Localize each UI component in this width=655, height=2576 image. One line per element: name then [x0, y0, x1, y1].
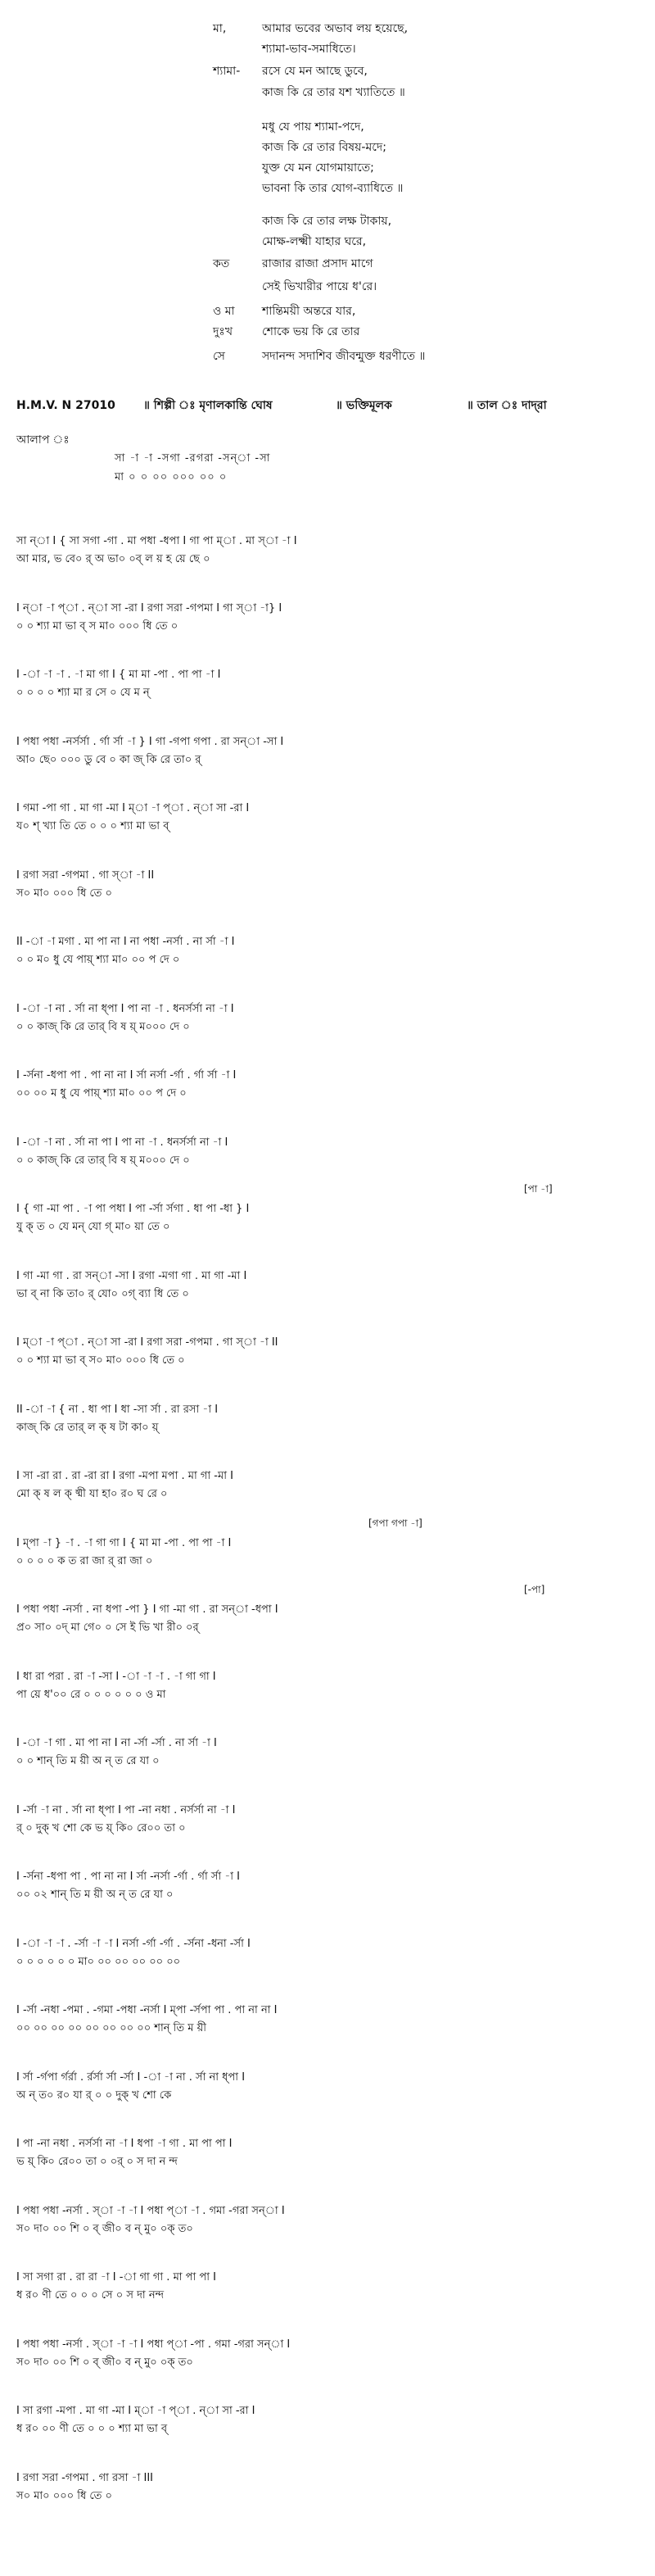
- swara-line: II -া -া { না . ধা পা I ধা -সা র্সা . রা রসা -া I: [16, 1404, 219, 1416]
- syllable-line: ০০ ০২ শান্‌ তি ম য়ী অ ন্‌ ত রে যা ০: [16, 1889, 174, 1901]
- notation-row: [16, 2002, 639, 2039]
- lyric-line: [0, 80, 655, 105]
- swara-line: I রগা সরা -গপমা . গা রসা -া III: [16, 2472, 153, 2484]
- syllable-line: ধ র০ ০০ ণী তে ০ ০ ০ শ্যা মা ভা ব্‌: [16, 2423, 168, 2435]
- lyric-line: [0, 176, 655, 201]
- syllable-line: স০ দা০ ০০ শি ০ ব্‌ জী০ ব ন্‌ মু০ ০ক্‌ ত০: [16, 2356, 193, 2369]
- syllable-line: কাজ্‌ কি রে তার্‌ ল ক্‌ ষ টা কা০ য়্‌: [16, 1422, 159, 1434]
- notation-row: [16, 1467, 639, 1505]
- swara-line: I পা -না নধা . নর্সর্সা না -া I ধপা -া গা . মা পা পা I: [16, 2138, 233, 2150]
- swara-line: I গমা -পা গা . মা গা -মা I ম্‌া -া প্‌া . ন্‌া সা -রা I: [16, 802, 250, 814]
- notation-row: [16, 2135, 639, 2173]
- swara-line: I -া -া না . র্সা না ধ্‌পা I পা না -া . ধনর্সর্সা না -া I: [16, 1003, 234, 1015]
- notation-row: [16, 2269, 639, 2306]
- lyric-text: যুক্ত যে মন যোগমায়াতে;: [262, 161, 374, 175]
- swara-line: I পধা পধা -নর্সা . না ধপা -পা } I গা -মা গা . রা সন্‌া -ধপা I: [16, 1603, 278, 1616]
- syllable-line: ০ ০ শ্যা মা ভা ব্‌ স মা০ ০০০ ধি তে ০: [16, 620, 178, 633]
- syllable-line: ০০ ০০ ম ধু যে পায়্‌ শ্যা মা০ ০০ প দে ০: [16, 1087, 187, 1100]
- swara-line: I ম্‌া -া প্‌া . ন্‌া সা -রা I রগা সরা -গপমা . গা স্‌া -া II: [16, 1336, 278, 1349]
- lyric-prefix: ও মা: [213, 305, 235, 318]
- syllable-line: পা য়ে ধ'০০ রে ০ ০ ০ ০ ০ ০ ও মা: [16, 1689, 166, 1701]
- swara-line: I পধা পধা -নর্সা . স্‌া -া -া I পধা প্‌া -পা . গমা -গরা সন্‌া I: [16, 2338, 291, 2351]
- lyric-text: রাজার রাজা প্রসাদ মাগে: [262, 257, 373, 270]
- notation-row: [16, 800, 639, 837]
- swara-line: I সা -রা রা . রা -রা রা I রগা -মপা মপা . মা গা -মা I: [16, 1470, 233, 1482]
- syllable-line: ০ ০ কাজ্‌ কি রে তার্‌ বি ষ য়্‌ ম০০০ দে ০: [16, 1154, 190, 1167]
- lyric-text: শ্যামা-ভাব-সমাধিতে।: [262, 43, 356, 56]
- lyric-text: মধু যে পায় শ্যামা-পদে,: [262, 120, 364, 134]
- lyric-line: [0, 229, 655, 254]
- syllable-line: ০ ০ ০ ০ ০ ০ মা০ ০০ ০০ ০০ ০০ ০০: [16, 1956, 181, 1968]
- notation-row: [16, 1268, 639, 1305]
- syllable-line: আ০ ছে০ ০০০ ডু বে ০ কা জ্‌ কি রে তা০ র্‌: [16, 754, 201, 766]
- syllable-line: ০০ ০০ ০০ ০০ ০০ ০০ ০০ ০০ শান্‌ তি ম য়ী: [16, 2022, 206, 2034]
- notation-row: [16, 2469, 639, 2507]
- notation-row: [16, 1802, 639, 1839]
- notation-row: [16, 867, 639, 905]
- swara-line: I র্সা -র্গপা র্গর্রা . র্রর্সা র্সা -র্সা I -া -া না . র্সা না ধ্‌পা I: [16, 2071, 246, 2084]
- alaap-label: আলাপ ঃ: [16, 433, 70, 447]
- notation-row: [16, 2069, 639, 2107]
- syllable-line: স০ দা০ ০০ শি ০ ব্‌ জী০ ব ন্‌ মু০ ০ক্‌ ত০: [16, 2223, 193, 2235]
- swara-line: I -া -া গা . মা পা না I না -র্সা -র্সা . না র্সা -া I: [16, 1737, 217, 1749]
- swara-line: I -র্সা -া না . র্সা না ধ্‌পা I পা -না নধা . নর্সর্সা না -া I: [16, 1804, 236, 1816]
- syllable-line: ০ ০ শান্‌ তি ম য়ী অ ন্‌ ত রে যা ০: [16, 1755, 160, 1767]
- lyric-text: সেই ভিখারীর পায়ে ধ'রে।: [262, 280, 377, 293]
- record-header: [0, 393, 655, 418]
- tala-label: ॥ তাল ঃ দাদ্‌রা: [467, 399, 547, 412]
- swara-line: I ম্‌পা -া } -া . -া গা গা I { মা মা -পা . পা পা -া I: [16, 1537, 232, 1549]
- swara-line: I -র্সনা -ধপা পা . পা না না I র্সা -নর্সা -র্গা . র্গা র্সা -া I: [16, 1871, 241, 1883]
- notation-row: [16, 1134, 639, 1172]
- syllable-line: অ ন্‌ ত০ র০ যা র্‌ ০ ০ দুক্‌ খ শো কে: [16, 2089, 172, 2102]
- syllable-line: ধ র০ ণী তে ০ ০ ০ সে ০ স দা নন্দ: [16, 2289, 165, 2302]
- swara-line: I ন্‌া -া প্‌া . ন্‌া সা -রা I রগা সরা -গপমা I গা স্‌া -া} I: [16, 602, 282, 615]
- genre-label: ॥ ভক্তিমূলক: [336, 399, 392, 412]
- syllable-line: ০ ০ শ্যা মা ভা ব্‌ স০ মা০ ০০০ ধি তে ০: [16, 1354, 185, 1367]
- notation-row: [16, 933, 639, 971]
- alaap-syllables: মা ০ ০ ০০ ০০০ ০০ ০: [115, 471, 228, 483]
- notation-row: [16, 666, 639, 704]
- notation-row: [16, 1183, 639, 1238]
- lyric-prefix: সে: [213, 350, 225, 363]
- notation-row: [16, 1517, 639, 1572]
- lyric-line: [0, 344, 655, 369]
- notation-row: [16, 1401, 639, 1439]
- swara-line: I রগা সরা -গপমা . গা স্‌া -া II: [16, 869, 155, 882]
- notation-row: [16, 2202, 639, 2240]
- lyric-text: কাজ কি রে তার যশ খ্যাতিতে ॥: [262, 86, 405, 99]
- syllable-line: য০ শ্‌ খ্যা তি তে ০ ০ ০ শ্যা মা ভা ব্‌: [16, 820, 169, 832]
- syllable-line: প্র০ সা০ ০দ্‌ মা গে০ ০ সে ই ভি খা রী০ ০র্‌: [16, 1621, 199, 1634]
- lyric-line: [0, 274, 655, 299]
- lyric-text: সদানন্দ সদাশিব জীবন্মুক্ত ধরণীতে ॥: [262, 350, 426, 363]
- swara-line: I সা সগা রা . রা রা -া I -া গা গা . মা পা পা I: [16, 2271, 216, 2283]
- swara-line: I -া -া -া . -র্সা -া -া I নর্সা -র্গা -র্গা . -র্সনা -ধনা -র্সা I: [16, 1938, 251, 1950]
- notation-row: [16, 1334, 639, 1372]
- syllable-line: মো ক্‌ ষ ল ক্‌ ষ্মী যা হা০ র০ ঘ রে ০: [16, 1488, 168, 1500]
- lyric-text: ভাবনা কি তার যোগ-ব্যাধিতে ॥: [262, 182, 404, 195]
- swara-line: I -র্সনা -ধপা পা . পা না না I র্সা নর্সা -র্গা . র্গা র্সা -া I: [16, 1069, 237, 1082]
- notation-row: [16, 1067, 639, 1104]
- syllable-line: স০ মা০ ০০০ ধি তে ০: [16, 2490, 112, 2502]
- variation-note: [-পা]: [524, 1584, 545, 1595]
- syllable-line: ভ য়্‌ কি০ রে০০ তা ০ ০র্‌ ০ স দা ন ন্দ: [16, 2156, 178, 2168]
- notation-row: [16, 1668, 639, 1706]
- syllable-line: ০ ০ ০ ০ শ্যা মা র সে ০ যে ম ন্‌: [16, 687, 150, 699]
- notation-row: [16, 2336, 639, 2374]
- lyric-prefix: দুঃখ: [213, 325, 233, 338]
- swara-line: I পধা পধা -নর্সর্সা . র্গা র্সা -া } I গা -গপা গপা . রা সন্‌া -সা I: [16, 736, 284, 748]
- lyric-prefix: কত: [213, 257, 230, 270]
- swara-line: II -া -া মগা . মা পা না I না পধা -নর্সা . না র্সা -া I: [16, 936, 235, 948]
- swara-line: I -া -া না . র্সা না পা I পা না -া . ধনর্সর্সা না -া I: [16, 1136, 228, 1149]
- lyric-text: কাজ কি রে তার লক্ষ টাকায়,: [262, 215, 392, 228]
- swara-line: I { গা -মা পা . -া পা পধা I পা -র্সা র্সগা . ধা পা -ধা } I: [16, 1203, 250, 1215]
- notation-row: [16, 1735, 639, 1772]
- syllable-line: ০ ০ কাজ্‌ কি রে তার্‌ বি ষ য়্‌ ম০০০ দে ০: [16, 1021, 190, 1033]
- syllable-line: আ মার, ভ বে০ র্‌ অ ভা০ ০ব্‌ ল য় হ য়ে ছে ০: [16, 553, 210, 565]
- variation-note: [পা -া]: [524, 1183, 553, 1195]
- notation-row: [16, 1000, 639, 1038]
- lyric-prefix: শ্যামা-: [213, 65, 241, 78]
- swara-line: I -া -া -া . -া মা গা I { মা মা -পা . পা পা -া I: [16, 669, 221, 681]
- lyric-line: [0, 252, 655, 276]
- variation-note: [গপা গপা -া]: [368, 1517, 422, 1529]
- notation-row: [16, 600, 639, 637]
- lyric-line: [0, 320, 655, 344]
- notation-row: [16, 733, 639, 771]
- lyric-text: শান্তিময়ী অন্তরে যার,: [262, 305, 356, 318]
- notation-row: [16, 533, 639, 570]
- artist-credit: ॥ শিল্পী ঃ মৃণালকান্তি ঘোষ: [143, 399, 273, 412]
- swara-line: I -র্সা -নধা -পমা . -গমা -পধা -নর্সা I ম্‌পা -র্সপা পা . পা না না I: [16, 2004, 278, 2016]
- lyric-text: শোকে ভয় কি রে তার: [262, 325, 360, 338]
- syllable-line: ভা ব্‌ না কি তা০ র্‌ যো০ ০গ্‌ ব্যা ধি তে ০: [16, 1288, 189, 1300]
- notation-row: [16, 1584, 639, 1639]
- lyric-text: আমার ভবের অভাব লয় হয়েছে,: [262, 22, 409, 35]
- swara-line: I পধা পধা -নর্সা . স্‌া -া -া I পধা প্‌া -া . গমা -গরা সন্‌া I: [16, 2205, 285, 2217]
- alaap-swara: সা -া -া -সগা -রগরা -সন্‌া -সা: [115, 452, 271, 465]
- swara-line: I ধা রা পরা . রা -া -সা I -া -া -া . -া গা গা I: [16, 1671, 216, 1683]
- syllable-line: স০ মা০ ০০০ ধি তে ০: [16, 887, 112, 900]
- notation-row: [16, 1935, 639, 1973]
- syllable-line: ০ ০ ম০ ধু যে পায়্‌ শ্যা মা০ ০০ প দে ০: [16, 954, 180, 966]
- notation-row: [16, 1868, 639, 1906]
- swara-line: সা ন্‌া I { সা সগা -গা . মা পধা -ধপা I গা পা ম্‌া . মা স্‌া -া I: [16, 535, 297, 547]
- swara-line: I সা রগা -মপা . মা গা -মা I ম্‌া -া প্‌া . ন্‌া সা -রা I: [16, 2405, 255, 2417]
- swara-line: I গা -মা গা . রা সন্‌া -সা I রগা -মগা গা . মা গা -মা I: [16, 1270, 247, 1282]
- lyric-line: [0, 37, 655, 61]
- lyric-prefix: মা,: [213, 22, 227, 35]
- syllable-line: র্‌ ০ দুক্‌ খ শো কে ভ য়্‌ কি০ রে০০ তা ০: [16, 1822, 186, 1834]
- lyric-text: রসে যে মন আছে ডুবে,: [262, 65, 368, 78]
- lyric-text: কাজ কি রে তার বিষয়-মদে;: [262, 141, 386, 154]
- record-number: H.M.V. N 27010: [16, 399, 115, 412]
- notation-row: [16, 2402, 639, 2440]
- lyric-text: মোক্ষ-লক্ষ্মী যাহার ঘরে,: [262, 235, 367, 248]
- syllable-line: যু ক্‌ ত ০ যে মন্‌ যো গ্‌ মা০ য়া তে ০: [16, 1221, 170, 1233]
- syllable-line: ০ ০ ০ ০ ক ত রা জা র্‌ রা জা ০: [16, 1555, 153, 1567]
